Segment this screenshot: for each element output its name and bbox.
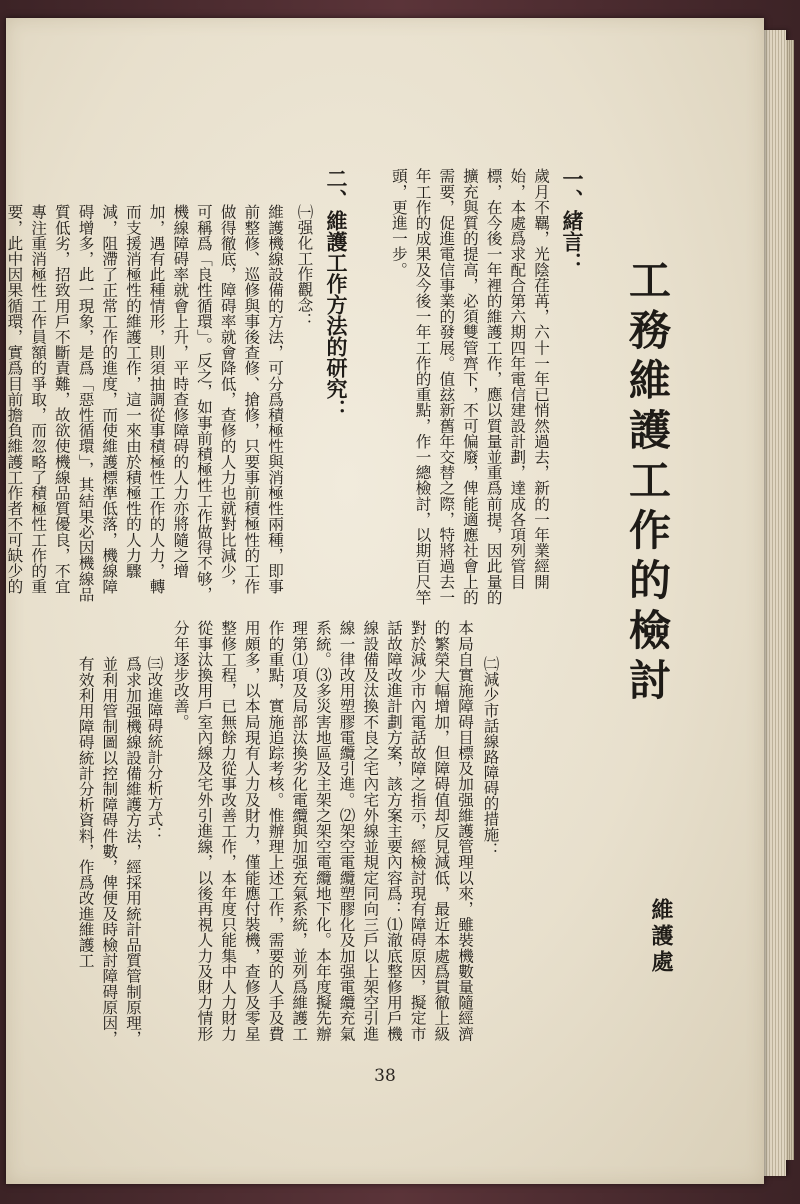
section-2-sub1-title: ㈠强化工作觀念：	[295, 204, 314, 328]
section-1-body: 歲月不羈，光陰荏苒，六十一年已悄然過去，新的一年業經開始，本處爲求配合第六期四年電信建設計劃，達成各項列管目標，在今後一年裡的維護工作，應以質量並重爲前提，因此量的擴充與質的提高，必須雙管齊下，不可偏廢，俾能適應社會上的需要，促進電信事業的發展。值玆新舊年交替之際，特將過去一年工作的成果及今後一年工作的重點，作一總檢討，以期百尺竿頭，更進一步。	[389, 168, 550, 605]
article-author: 維護處	[648, 898, 674, 976]
page-stack-edge-inner	[786, 40, 794, 1160]
page-number: 38	[374, 1066, 396, 1086]
page-stack-edge	[764, 30, 786, 1176]
section-2-sub2-title: ㈡減少市話線路障碍的措施：	[481, 656, 500, 858]
book-page	[6, 18, 764, 1184]
section-2-sub3-title: ㈢改進障碍統計分析方式：	[145, 656, 164, 842]
section-2-sub1-body: 維護機線設備的方法，可分爲積極性與消極性兩種，即事前整修、巡修與事後查修、搶修，只要事前積極性的工作做得徹底，障碍率就會降低，查修的人力也就對比減少，可稱爲「良性循環」。反之，如事前積極性工作做得不够，機線障碍率就會上升，平時查修障碍的人力亦將隨之增加，遇有此種情形，則須抽調從事積極性工作的人力，轉而支援消極性的維護工作，這一來由於積極性的人力驟減，阻滯了正常工作的進度，而使維護標準低落，機線障碍增多，此一現象，是爲「惡性循環」，其結果必因機線品質低劣，招致用戶不斷責難，故欲使機線品質優良，不宜專注重消極性工作員額的爭取，而忽略了積極性工作的重要，此中因果循環，實爲目前擔負維護工作者不可缺少的	[5, 204, 284, 602]
section-1-heading: 一、緒言：	[560, 168, 585, 273]
section-2-heading: 二、維護工作方法的研究：	[324, 168, 349, 420]
section-2-sub2-body: 本局自實施障碍目標及加强維護管理以來，雖裝機數量隨經濟的繁榮大幅增加，但障碍值却反見減低，最近本處爲貫徹上級對於減少市內電話故障之指示，經檢討現有障碍原因，擬定市話故障改進計劃方案，該方案主要內容爲：⑴澈底整修用戶機線設備及汰換不良之宅內宅外線並規定同向三戶以上架空引進線一律改用塑膠電纜引進。⑵架空電纜塑膠化及加强電纜充氣系統。⑶多災害地區及主架之架空電纜地下化。本年度擬先辦理第⑴項及局部汰換劣化電纜與加强充氣系統，並列爲維護工作的重點，實施追踪考核。惟辦理上述工作，需要的人手及費用頗多，以本局現有人力及財力，僅能應付裝機，查修及零星整修工程，已無餘力從事改善工作，本年度只能集中人力財力從事汰換用戶室內線及宅外引進線，以後再視人力及財力情形分年逐步改善。	[171, 620, 474, 1042]
article-title: 工務維護工作的檢討	[623, 258, 672, 708]
section-2-sub3-body: 爲求加强機線設備維護方法，經採用統計品質管制原理，並利用管制圖以控制障碍件數，俾便及時檢討障碍原因，有效利用障碍統計分析資料，作爲改進維護工	[76, 656, 142, 1046]
